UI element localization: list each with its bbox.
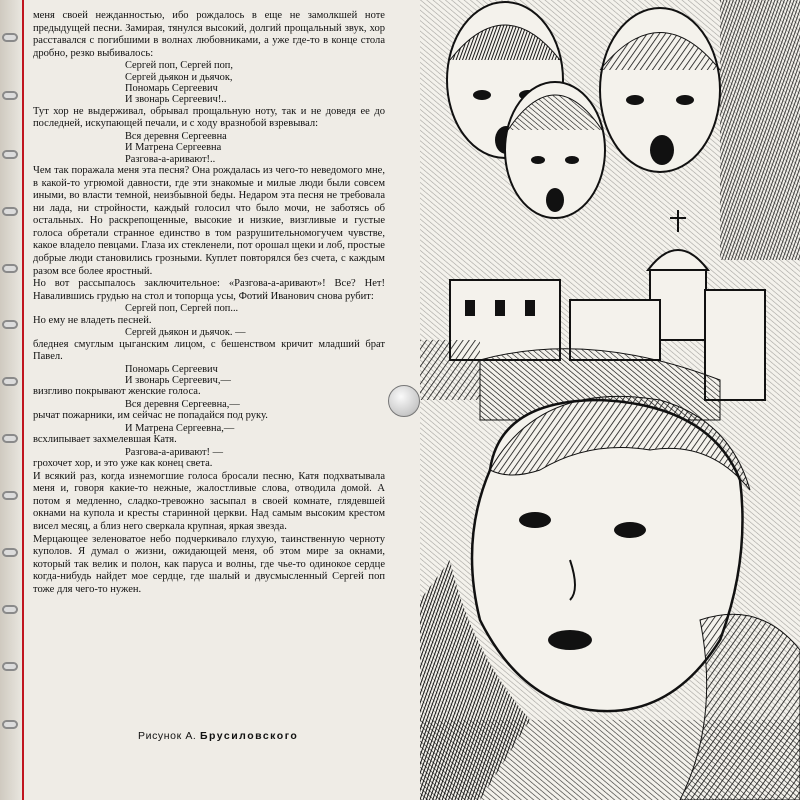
- binding-ring: [2, 264, 18, 273]
- verse-line: И звонарь Сергеевич,—: [125, 375, 231, 386]
- verse: [125, 60, 385, 106]
- illustration-drawing: [420, 0, 800, 800]
- binding-ring: [2, 207, 18, 216]
- credit-author: Брусиловского: [199, 730, 299, 742]
- binding-ring: [2, 548, 18, 557]
- paragraph: визгливо покрывают женские голоса.: [33, 386, 201, 398]
- paragraph: меня своей нежданностью, ибо рождалось в еще не замолкшей ноте предыдущей песни. Замирая, тянулся высокий, долгий прощальный звук, хор расставался с погибшими в волнах любовниками, а уже где-то в конце стола дробно, резко выбивалось:: [33, 10, 385, 59]
- illustration-credit: [138, 730, 298, 742]
- verse: [125, 364, 385, 387]
- paragraph: И всякий раз, когда изнемогшие голоса бросали песню, Катя подхватывала меня и, говоря какие-то нежные, жалостливые слова, отводила домой. А потом я медленно, сладко-тревожно засыпал в своей комнате, глядевшей окнами на купола и кресты старинной церкви. Над самым высоким крестом висел месяц, а близ него сверкала крупная, яркая звезда.: [33, 470, 385, 532]
- binding-ring: [2, 434, 18, 443]
- verse: [125, 131, 385, 165]
- binding-ring: [2, 491, 18, 500]
- binding-spine: [0, 0, 22, 800]
- binding-ring: [2, 320, 18, 329]
- verse-line: Вся деревня Сергеевна: [125, 130, 227, 142]
- binding-ring: [2, 33, 18, 42]
- margin-rule: [22, 0, 24, 800]
- verse-line: Сергей поп, Сергей поп...: [125, 303, 239, 315]
- paragraph: рычат пожарники, им сейчас не попадайся под руку.: [33, 410, 268, 422]
- paragraph: Но ему не владеть песней.: [33, 314, 152, 326]
- binding-ring: [2, 150, 18, 159]
- verse-line: Сергей поп, Сергей поп,: [125, 60, 233, 72]
- credit-prefix: Рисунок А.: [138, 730, 197, 742]
- verse-line: Разгова-а-аривают!..: [125, 153, 216, 165]
- record-center-hole: [388, 385, 420, 417]
- verse: [125, 423, 385, 434]
- binding-ring: [2, 91, 18, 100]
- paragraph: бледнея смуглым цыганским лицом, с бешенством кричит младший брат Павел.: [33, 338, 385, 363]
- verse-line: Разгова-а-аривают! —: [125, 446, 223, 458]
- verse-line: Пономарь Сергеевич: [125, 363, 218, 375]
- verse-line: Вся деревня Сергеевна,—: [125, 398, 240, 410]
- singer-face: [600, 8, 720, 172]
- binding-ring: [2, 605, 18, 614]
- verse-line: И Матрена Сергеевна,—: [125, 422, 235, 434]
- paragraph: Но вот рассыпалось заключительное: «Разгова-а-аривают»! Все? Нет! Навалившись грудью на стол и топорща усы, Фотий Иванович снова рубит:: [33, 278, 385, 302]
- text-column: [33, 10, 385, 750]
- singer-face: [505, 82, 605, 218]
- verse: [125, 399, 385, 410]
- paragraph: Чем так поражала меня эта песня? Она рождалась из чего-то неведомого мне, в какой-то угрюмой давности, где эти знакомые и милые люди были совсем иными, во власти темной, неизбывной беды. Недаром эта песня не требовала ни лада, ни стройности, каждый голосил что было мочи, не заботясь об остальных. Но раскрепощенные, высокие и низкие, визгливые и густые голоса обретали странное единство в том разрушительномогучем чувстве, какое владело певцами. Глаза их стекленели, пот орошал щеки и лоб, простые добрые люди становились грозными. Куплет повторялся без счета, с каждым разом все более яростный.: [33, 165, 385, 277]
- binding-ring: [2, 720, 18, 729]
- verse-line: И звонарь Сергеевич!..: [125, 94, 227, 106]
- ink-illustration: [420, 0, 800, 800]
- binding-ring: [2, 662, 18, 671]
- verse: [125, 327, 385, 338]
- paragraph: всхлипывает захмелевшая Катя.: [33, 434, 177, 446]
- verse: [125, 303, 385, 314]
- paragraph: Мерцающее зеленоватое небо подчеркивало глухую, таинственную черноту куполов. Я думал о жизни, ожидающей меня, об этом мире за окнами, который так велик и полон, как паруса и волны, где чье-то одинокое сердце когда-нибудь найдет мое сердце, где шалый и двусмысленный Сергей поп тоже для чего-то нужен.: [33, 533, 385, 595]
- verse-line: Пономарь Сергеевич: [125, 83, 218, 94]
- verse-line: Сергей дьякон и дьячок,: [125, 71, 233, 83]
- binding-ring: [2, 377, 18, 386]
- paragraph: Тут хор не выдерживал, обрывал прощальную ноту, так и не доведя ее до последней, искупающей печали, и с ходу вразнобой взревывал:: [33, 105, 385, 130]
- paragraph: грохочет хор, и это уже как конец света.: [33, 458, 213, 470]
- verse-line: И Матрена Сергеевна: [125, 142, 222, 154]
- verse: [125, 447, 385, 458]
- verse-line: Сергей дьякон и дьячок. —: [125, 327, 246, 339]
